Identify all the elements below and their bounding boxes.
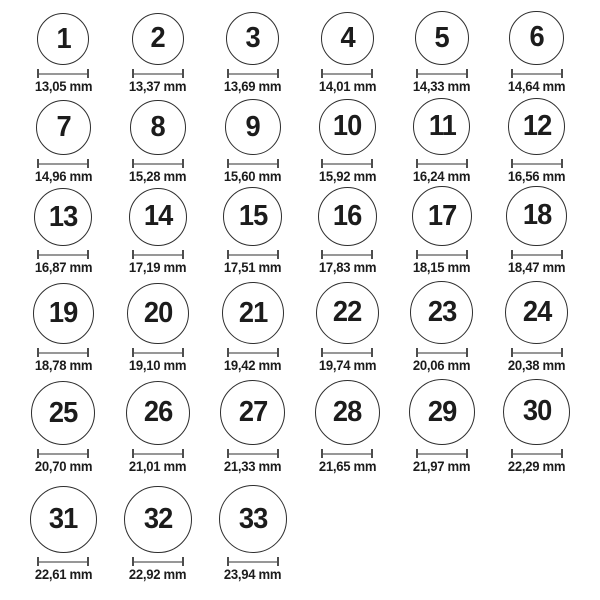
ruler-right-tick-icon	[466, 449, 468, 458]
ruler-right-tick-icon	[87, 69, 89, 78]
ring-size-number: 26	[143, 396, 173, 429]
diameter-ruler	[37, 69, 89, 78]
ring-circle	[223, 187, 282, 246]
diameter-label: 21,65 mm	[318, 459, 377, 474]
ruler-bar	[134, 163, 182, 165]
diameter-ruler	[511, 159, 563, 168]
ruler-right-tick-icon	[561, 69, 563, 78]
diameter-label: 17,19 mm	[129, 260, 187, 275]
ring-size-cell	[16, 0, 111, 95]
diameter-ruler	[321, 250, 373, 259]
ruler-right-tick-icon	[182, 348, 184, 357]
diameter-ruler	[227, 557, 279, 566]
ruler-right-tick-icon	[277, 250, 279, 259]
ring-size-number: 10	[333, 110, 362, 143]
ruler-bar	[323, 453, 371, 455]
ring-size-cell	[205, 0, 300, 95]
ring-size-number: 23	[427, 296, 457, 328]
ring-circle	[37, 13, 89, 65]
ring-size-number: 16	[333, 199, 362, 232]
ring-size-cell	[489, 276, 584, 374]
ring-size-number: 4	[340, 21, 355, 54]
ring-size-number: 21	[238, 296, 267, 329]
ruler-bar	[229, 163, 277, 165]
ring-size-cell	[489, 185, 584, 276]
diameter-ruler	[416, 69, 468, 78]
ring-size-cell	[16, 475, 111, 583]
ring-size-number: 19	[49, 297, 78, 329]
diameter-label: 15,28 mm	[129, 169, 187, 184]
diameter-label: 22,29 mm	[507, 459, 566, 474]
ring-size-cell	[300, 185, 395, 276]
ruler-right-tick-icon	[277, 159, 279, 168]
diameter-ruler	[227, 348, 279, 357]
ring-size-cell	[111, 185, 206, 276]
diameter-label: 20,06 mm	[413, 358, 471, 373]
ring-circle	[316, 282, 379, 345]
ring-size-number: 3	[245, 22, 260, 54]
diameter-label: 17,51 mm	[223, 260, 282, 275]
ring-circle	[124, 486, 192, 554]
ring-size-cell	[16, 95, 111, 185]
ruler-right-tick-icon	[561, 348, 563, 357]
ruler-right-tick-icon	[466, 348, 468, 357]
diameter-ruler	[132, 348, 184, 357]
diameter-ruler	[227, 69, 279, 78]
ring-circle	[222, 282, 284, 344]
diameter-label: 14,96 mm	[34, 169, 93, 184]
diameter-ruler	[37, 557, 89, 566]
ring-size-number: 5	[434, 21, 450, 54]
ruler-bar	[134, 453, 182, 455]
ring-size-cell	[16, 185, 111, 276]
ring-circle	[33, 283, 94, 344]
ring-size-cell	[16, 374, 111, 475]
ring-size-number: 2	[150, 22, 166, 55]
ring-size-number: 31	[49, 503, 78, 535]
ruler-right-tick-icon	[466, 159, 468, 168]
ring-size-cell	[111, 276, 206, 374]
diameter-label: 18,47 mm	[507, 260, 566, 275]
ruler-bar	[513, 73, 561, 75]
ring-size-number: 12	[522, 109, 551, 142]
ruler-bar	[418, 453, 466, 455]
ring-size-cell	[489, 0, 584, 95]
diameter-ruler	[227, 159, 279, 168]
ring-size-number: 27	[238, 396, 267, 428]
ring-circle	[410, 281, 473, 344]
ring-circle	[503, 379, 570, 446]
diameter-label: 19,74 mm	[318, 358, 377, 373]
ruler-right-tick-icon	[277, 69, 279, 78]
ring-size-cell	[111, 95, 206, 185]
diameter-ruler	[511, 348, 563, 357]
ring-circle	[129, 188, 188, 247]
diameter-ruler	[132, 69, 184, 78]
ruler-right-tick-icon	[87, 159, 89, 168]
ring-size-cell	[300, 0, 395, 95]
ruler-right-tick-icon	[182, 557, 184, 566]
diameter-label: 17,83 mm	[318, 260, 377, 275]
diameter-label: 13,37 mm	[129, 79, 187, 94]
diameter-ruler	[37, 159, 89, 168]
ruler-right-tick-icon	[371, 159, 373, 168]
ring-circle	[31, 381, 95, 445]
ring-size-number: 30	[522, 395, 551, 428]
ring-size-number: 29	[427, 395, 457, 428]
ring-size-cell	[111, 0, 206, 95]
ring-size-number: 20	[143, 296, 173, 329]
diameter-label: 15,92 mm	[318, 169, 377, 184]
ruler-right-tick-icon	[182, 449, 184, 458]
ring-circle	[409, 379, 475, 445]
diameter-ruler	[511, 69, 563, 78]
ring-size-cell	[395, 95, 490, 185]
ring-circle	[505, 281, 569, 345]
diameter-label: 19,10 mm	[129, 358, 187, 373]
ring-size-cell	[395, 185, 490, 276]
ring-size-cell	[205, 374, 300, 475]
diameter-ruler	[511, 250, 563, 259]
ruler-right-tick-icon	[466, 69, 468, 78]
ring-size-number: 15	[238, 200, 267, 232]
diameter-label: 16,87 mm	[34, 260, 93, 275]
ring-circle	[130, 100, 186, 156]
ruler-bar	[39, 163, 87, 165]
ring-size-cell	[489, 95, 584, 185]
ruler-right-tick-icon	[371, 69, 373, 78]
ruler-bar	[229, 453, 277, 455]
ring-size-cell	[395, 276, 490, 374]
diameter-ruler	[37, 250, 89, 259]
ruler-bar	[39, 453, 87, 455]
diameter-label: 21,33 mm	[223, 459, 282, 474]
ring-size-number: 14	[143, 200, 173, 233]
ring-size-number: 7	[56, 111, 71, 143]
ring-circle	[127, 283, 189, 345]
ring-circle	[220, 380, 285, 445]
ruler-right-tick-icon	[87, 557, 89, 566]
ruler-bar	[39, 73, 87, 75]
ring-circle	[34, 188, 92, 246]
diameter-ruler	[321, 69, 373, 78]
ruler-bar	[513, 453, 561, 455]
diameter-ruler	[37, 348, 89, 357]
ruler-bar	[418, 73, 466, 75]
ruler-bar	[134, 352, 182, 354]
diameter-label: 22,92 mm	[129, 567, 187, 582]
diameter-label: 20,38 mm	[507, 358, 566, 373]
ring-size-number: 22	[333, 296, 362, 329]
ring-circle	[321, 12, 375, 66]
ruler-bar	[323, 352, 371, 354]
ruler-bar	[418, 352, 466, 354]
ring-size-number: 11	[428, 110, 456, 142]
diameter-ruler	[321, 449, 373, 458]
diameter-ruler	[321, 348, 373, 357]
ring-size-number: 9	[245, 110, 260, 143]
ring-circle	[225, 99, 281, 155]
diameter-ruler	[416, 348, 468, 357]
ring-size-number: 6	[529, 21, 544, 54]
ruler-right-tick-icon	[87, 348, 89, 357]
ring-circle	[412, 186, 472, 246]
diameter-ruler	[132, 250, 184, 259]
diameter-label: 14,33 mm	[413, 79, 471, 94]
ruler-right-tick-icon	[561, 159, 563, 168]
ring-circle	[415, 11, 469, 65]
ruler-right-tick-icon	[371, 348, 373, 357]
ruler-right-tick-icon	[182, 250, 184, 259]
ruler-bar	[134, 73, 182, 75]
ring-size-cell	[300, 374, 395, 475]
ring-size-number: 28	[333, 395, 362, 428]
ruler-bar	[418, 254, 466, 256]
diameter-label: 20,70 mm	[34, 459, 93, 474]
ring-circle	[506, 186, 567, 247]
diameter-ruler	[416, 159, 468, 168]
ruler-right-tick-icon	[87, 449, 89, 458]
ring-size-number: 18	[522, 199, 551, 232]
ruler-bar	[513, 352, 561, 354]
ruler-right-tick-icon	[277, 557, 279, 566]
diameter-label: 15,60 mm	[223, 169, 282, 184]
ring-size-cell	[300, 276, 395, 374]
ring-circle	[219, 485, 287, 553]
diameter-ruler	[416, 449, 468, 458]
ring-size-cell	[395, 0, 490, 95]
diameter-ruler	[321, 159, 373, 168]
diameter-label: 23,94 mm	[223, 567, 282, 582]
diameter-label: 19,42 mm	[223, 358, 282, 373]
ring-size-cell	[205, 185, 300, 276]
ruler-bar	[513, 254, 561, 256]
ring-circle	[318, 187, 378, 247]
diameter-label: 18,78 mm	[34, 358, 93, 373]
diameter-label: 21,01 mm	[129, 459, 187, 474]
ring-size-cell	[111, 374, 206, 475]
diameter-label: 13,05 mm	[34, 79, 93, 94]
ring-circle	[509, 11, 564, 66]
diameter-ruler	[227, 449, 279, 458]
diameter-ruler	[227, 250, 279, 259]
ring-size-cell	[16, 276, 111, 374]
ruler-right-tick-icon	[371, 449, 373, 458]
ruler-bar	[39, 352, 87, 354]
diameter-label: 18,15 mm	[413, 260, 471, 275]
diameter-label: 16,56 mm	[507, 169, 566, 184]
ring-circle	[126, 381, 191, 446]
ring-size-number: 33	[238, 502, 267, 535]
ring-circle	[36, 100, 91, 155]
ruler-bar	[323, 73, 371, 75]
ring-size-cell	[395, 374, 490, 475]
diameter-label: 14,64 mm	[507, 79, 566, 94]
ruler-bar	[39, 561, 87, 563]
diameter-ruler	[511, 449, 563, 458]
ruler-bar	[418, 163, 466, 165]
ring-circle	[413, 98, 470, 155]
diameter-label: 14,01 mm	[318, 79, 377, 94]
ring-size-number: 24	[522, 295, 551, 328]
ring-size-number: 32	[143, 502, 173, 535]
ring-size-number: 17	[427, 199, 457, 232]
ruler-bar	[39, 254, 87, 256]
diameter-ruler	[416, 250, 468, 259]
ruler-right-tick-icon	[277, 449, 279, 458]
ruler-right-tick-icon	[87, 250, 89, 259]
diameter-ruler	[132, 159, 184, 168]
ring-size-number: 1	[56, 22, 71, 55]
ring-size-number: 13	[49, 200, 78, 233]
ring-size-cell	[205, 95, 300, 185]
ring-circle	[319, 99, 376, 156]
diameter-ruler	[132, 557, 184, 566]
ruler-right-tick-icon	[561, 449, 563, 458]
ruler-right-tick-icon	[371, 250, 373, 259]
diameter-label: 21,97 mm	[413, 459, 471, 474]
ring-size-number: 8	[150, 110, 166, 143]
ruler-bar	[134, 254, 182, 256]
ruler-bar	[134, 561, 182, 563]
diameter-label: 22,61 mm	[34, 567, 93, 582]
ring-size-cell	[300, 95, 395, 185]
diameter-ruler	[37, 449, 89, 458]
ruler-right-tick-icon	[466, 250, 468, 259]
diameter-label: 16,24 mm	[413, 169, 471, 184]
ring-size-cell	[205, 276, 300, 374]
diameter-label: 13,69 mm	[223, 79, 282, 94]
ruler-bar	[229, 352, 277, 354]
ruler-bar	[229, 73, 277, 75]
ruler-right-tick-icon	[182, 159, 184, 168]
ruler-bar	[229, 254, 277, 256]
ring-size-cell	[489, 374, 584, 475]
ring-size-number: 25	[49, 396, 78, 429]
ring-size-cell	[205, 475, 300, 583]
ring-size-cell	[111, 475, 206, 583]
ruler-bar	[513, 163, 561, 165]
ruler-right-tick-icon	[182, 69, 184, 78]
ruler-right-tick-icon	[561, 250, 563, 259]
ring-circle	[132, 13, 185, 66]
ruler-right-tick-icon	[277, 348, 279, 357]
ruler-bar	[323, 254, 371, 256]
diameter-ruler	[132, 449, 184, 458]
ring-circle	[30, 486, 97, 553]
ruler-bar	[323, 163, 371, 165]
ring-circle	[508, 98, 566, 156]
ruler-bar	[229, 561, 277, 563]
ring-circle	[315, 380, 381, 446]
ring-circle	[226, 12, 279, 65]
